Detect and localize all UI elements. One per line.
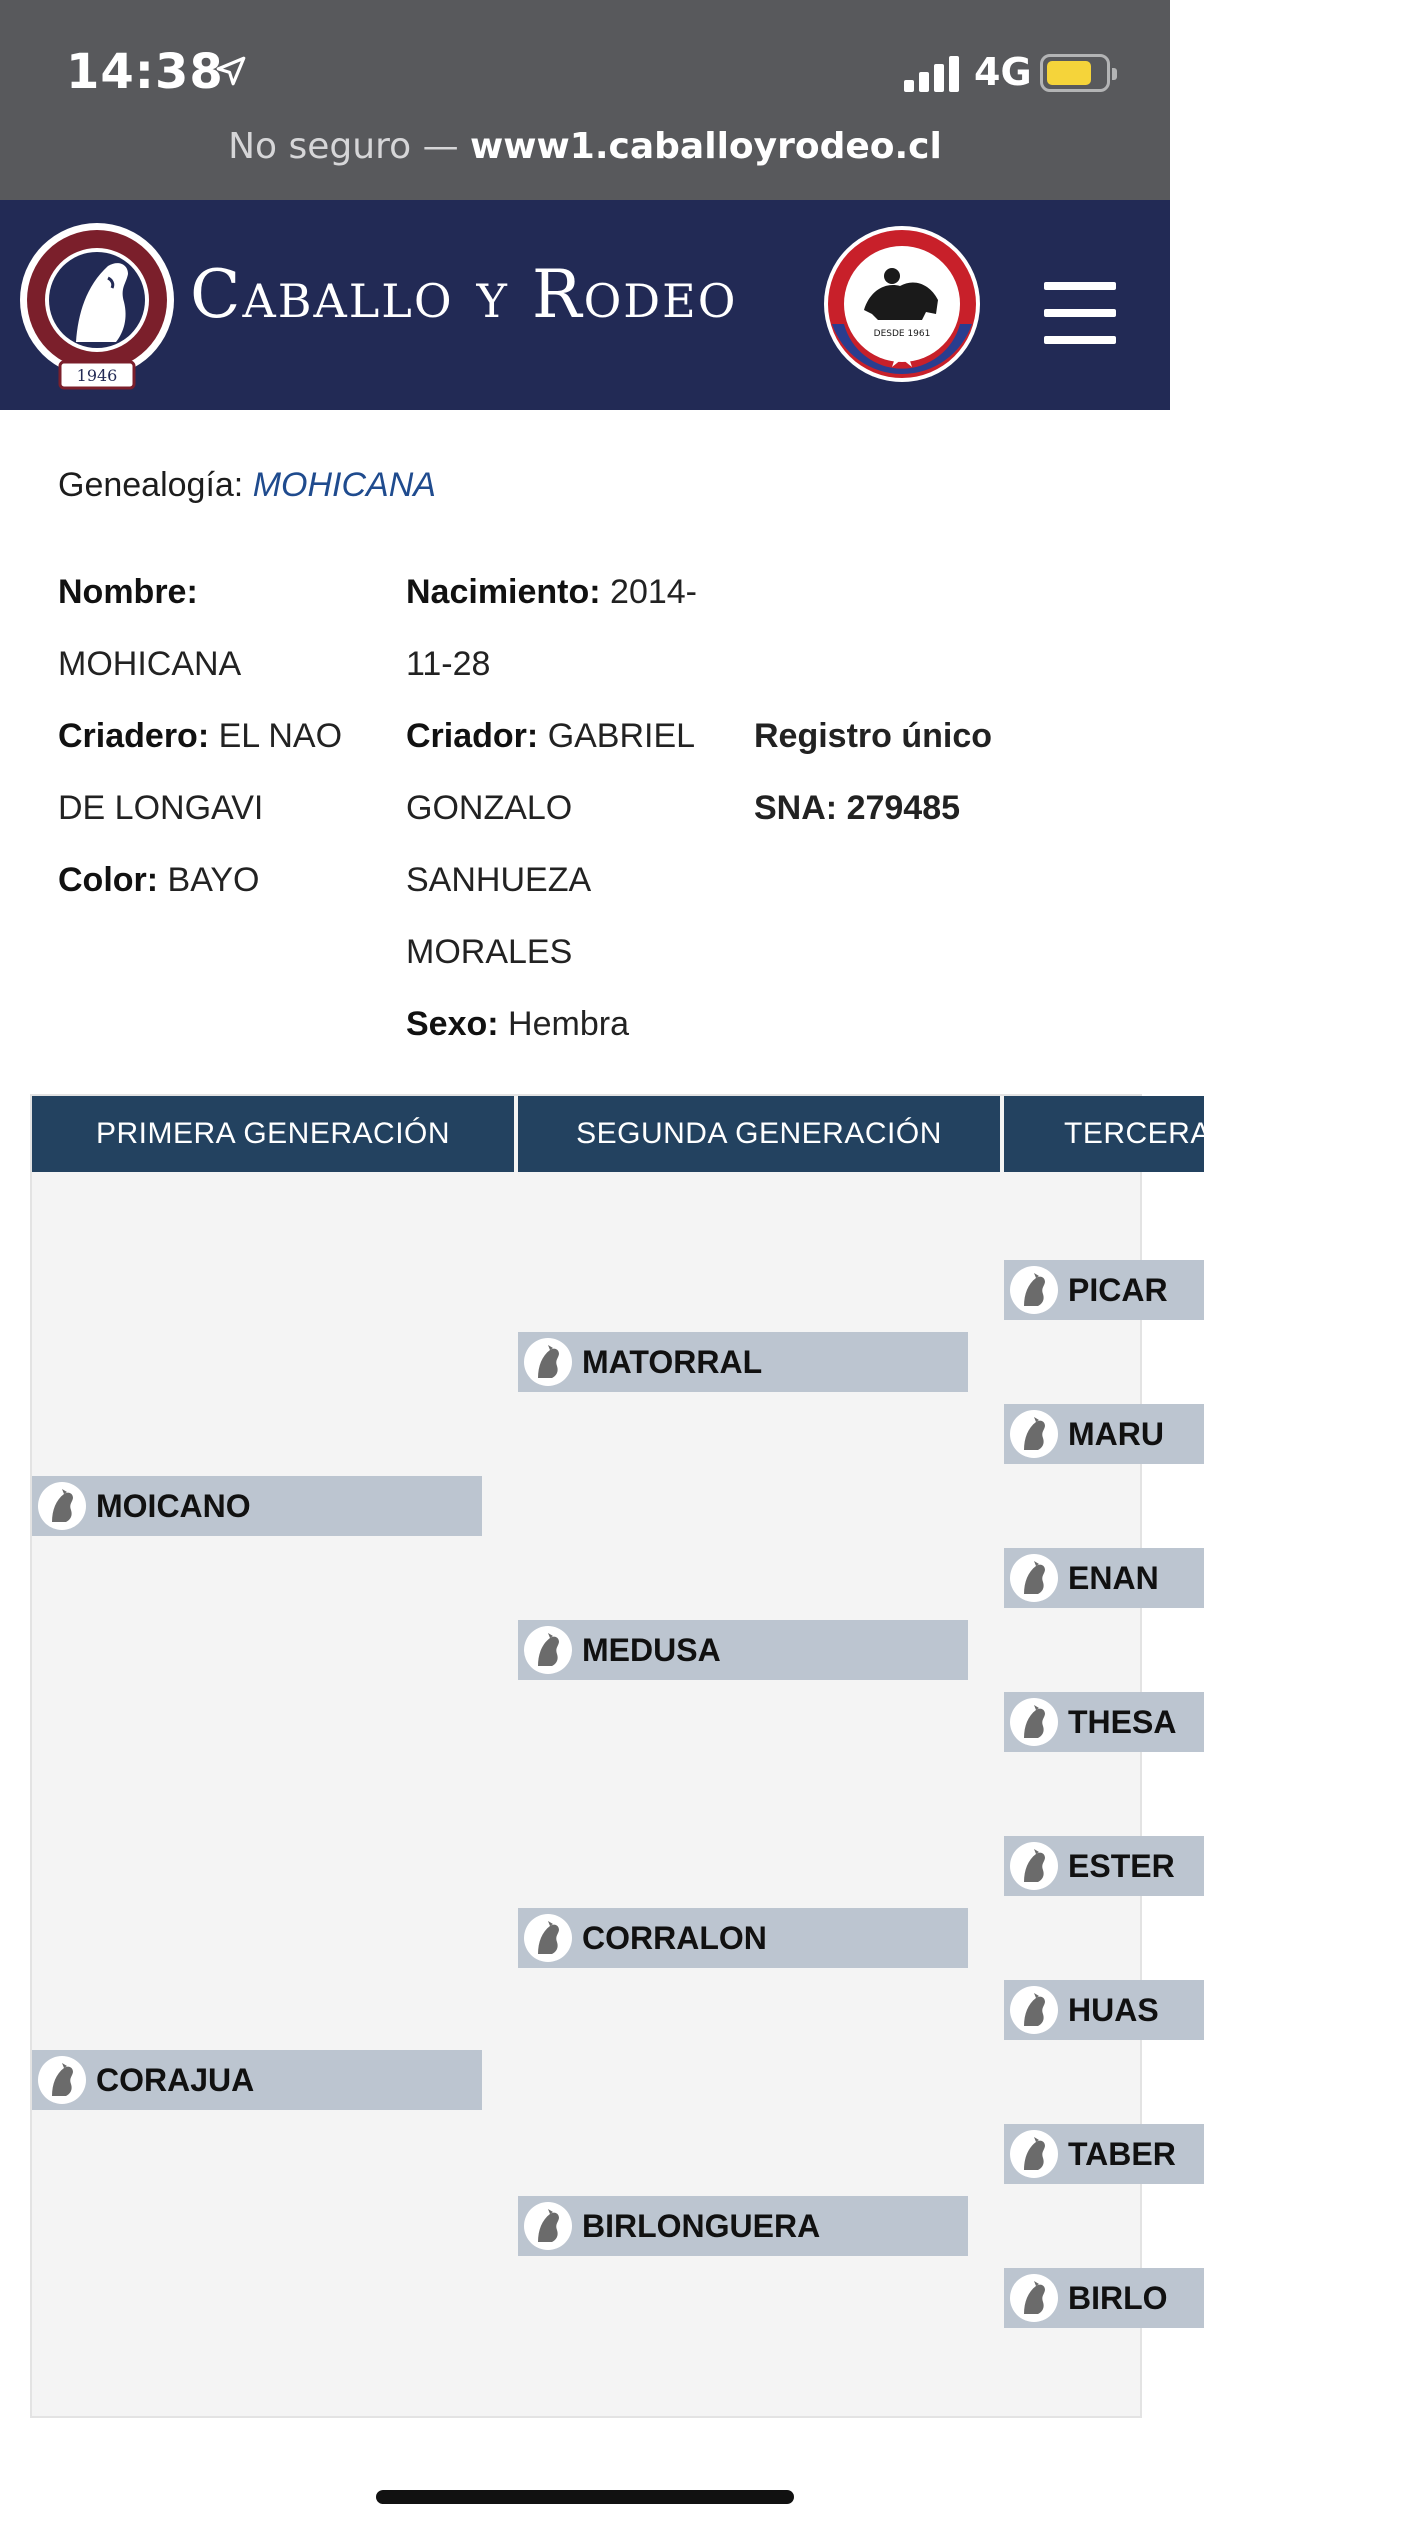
color-field: Color: BAYO [58, 861, 260, 899]
horse-name: THESA [1068, 1703, 1177, 1740]
first-generation-horse[interactable] [32, 1476, 482, 1536]
location-arrow-icon [214, 54, 248, 88]
horse-name: PICAR [1068, 1271, 1168, 1308]
horse-avatar-icon [1010, 1554, 1058, 1602]
nombre-field: Nombre: [58, 573, 198, 611]
horse-avatar-icon [524, 1626, 572, 1674]
horse-avatar-icon [1010, 1986, 1058, 2034]
battery-icon [1040, 54, 1110, 92]
horse-name: MARU [1068, 1415, 1164, 1452]
hamburger-menu-icon[interactable] [1040, 282, 1122, 344]
third-generation-horse[interactable] [1004, 1404, 1204, 1464]
url-bar[interactable] [0, 126, 1170, 167]
horse-avatar-icon [1010, 1698, 1058, 1746]
site-title[interactable]: Caballo y Rodeo [190, 256, 738, 333]
horse-avatar-icon [1010, 1842, 1058, 1890]
third-generation-horse[interactable] [1004, 1692, 1204, 1752]
home-indicator[interactable] [376, 2490, 794, 2504]
horse-name: MATORRAL [582, 1343, 763, 1380]
horse-avatar-icon [38, 2056, 86, 2104]
status-bar [0, 0, 1170, 200]
site-header [0, 200, 1170, 410]
genealogy-horse-link[interactable]: MOHICANA [252, 466, 436, 504]
horse-name: BIRLO [1068, 2279, 1168, 2316]
nombre-value: MOHICANA [58, 645, 242, 683]
third-generation-horse[interactable] [1004, 1836, 1204, 1896]
horse-avatar-icon [1010, 2274, 1058, 2322]
first-generation-header: PRIMERA GENERACIÓN [32, 1096, 514, 1172]
nacimiento-field: Nacimiento: 2014-11-28 [406, 573, 698, 683]
network-type: 4G [974, 50, 1032, 94]
second-generation-header: SEGUNDA GENERACIÓN [518, 1096, 1000, 1172]
horse-name: HUAS [1068, 1991, 1159, 2028]
info-column-2 [406, 556, 726, 1060]
svg-text:DESDE 1961: DESDE 1961 [873, 329, 931, 339]
sexo-field: Sexo: Hembra [406, 1005, 629, 1043]
horse-avatar-icon [524, 1914, 572, 1962]
horse-name: MEDUSA [582, 1631, 721, 1668]
registro-value: 279485 [846, 789, 961, 827]
rodeo-federation-logo[interactable] [822, 224, 982, 384]
horse-avatar-icon [1010, 1266, 1058, 1314]
genealogy-label: Genealogía: [58, 466, 253, 504]
third-generation-horse[interactable] [1004, 1260, 1204, 1320]
horse-name: ESTER [1068, 1847, 1175, 1884]
security-label: No seguro — [228, 126, 471, 167]
breeders-federation-logo[interactable] [16, 222, 178, 392]
horse-avatar-icon [524, 2202, 572, 2250]
third-generation-horse[interactable] [1004, 2124, 1204, 2184]
third-generation-header: TERCERA GENERACIÓN [1004, 1096, 1204, 1172]
svg-text:1946: 1946 [76, 366, 118, 385]
horse-avatar-icon [1010, 1410, 1058, 1458]
horse-name: TABER [1068, 2135, 1176, 2172]
horse-avatar-icon [38, 1482, 86, 1530]
second-generation-horse[interactable] [518, 1332, 968, 1392]
info-column-1 [58, 556, 378, 916]
second-generation-horse[interactable] [518, 1620, 968, 1680]
criador-field: Criador: GABRIEL GONZALO SANHUEZA MORALES [406, 717, 694, 971]
first-generation-horse[interactable] [32, 2050, 482, 2110]
second-generation-horse[interactable] [518, 2196, 968, 2256]
horse-avatar-icon [524, 1338, 572, 1386]
cellular-signal-icon [904, 56, 960, 92]
horse-name: CORRALON [582, 1919, 767, 1956]
horse-name: ENAN [1068, 1559, 1159, 1596]
url-host: www1.caballoyrodeo.cl [470, 126, 942, 167]
second-generation-horse[interactable] [518, 1908, 968, 1968]
horse-name: MOICANO [96, 1487, 251, 1524]
registro-field: Registro único SNA: 279485 [754, 717, 993, 827]
horse-name: CORAJUA [96, 2061, 255, 2098]
genealogy-heading [58, 466, 436, 505]
third-generation-horse[interactable] [1004, 1980, 1204, 2040]
third-generation-horse[interactable] [1004, 2268, 1204, 2328]
status-time: 14:38 [66, 44, 224, 100]
criadero-field: Criadero: EL NAO DE LONGAVI [58, 717, 343, 827]
pedigree-table[interactable] [30, 1094, 1425, 2418]
third-generation-horse[interactable] [1004, 1548, 1204, 1608]
horse-name: BIRLONGUERA [582, 2207, 821, 2244]
horse-avatar-icon [1010, 2130, 1058, 2178]
